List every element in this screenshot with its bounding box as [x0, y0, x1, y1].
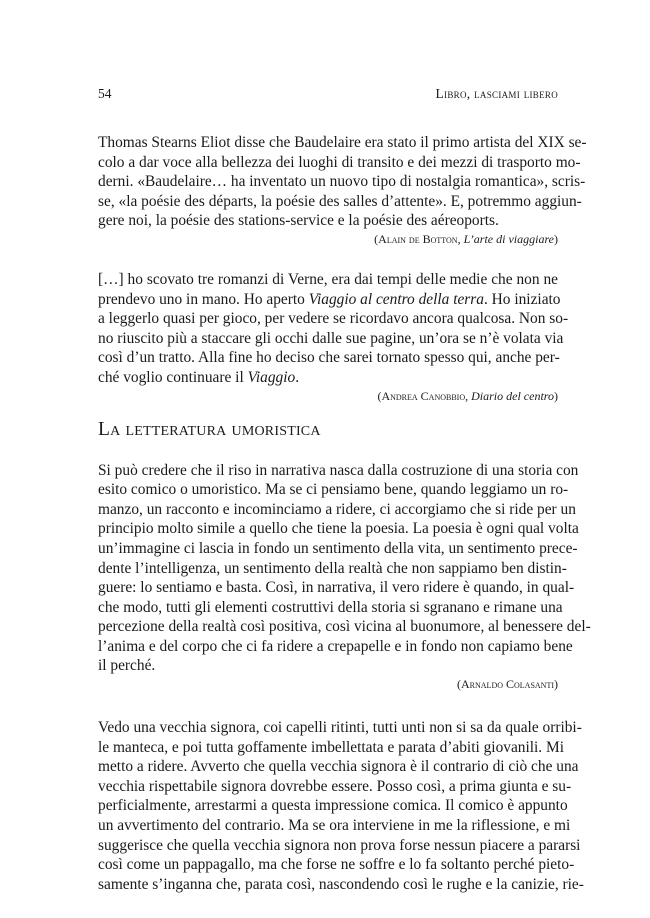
text-line: così come un pappagallo, ma che forse ne soffre e lo fa soltanto perché pieto- — [98, 856, 575, 874]
text-line: suggerisce che quella vecchia signora non prova forse nessun piacere a pararsi — [98, 836, 581, 854]
text-line: Vedo una vecchia signora, coi capelli ritinti, tutti unti non si sa da quale orribi- — [98, 719, 582, 737]
quote-baudelaire — [98, 133, 587, 231]
italic-title: Viaggio al centro della terra — [308, 290, 484, 308]
text-line: samente s’inganna che, parata così, nascondendo così le rughe e la canizie, rie- — [98, 875, 584, 893]
text-line: percezione della realtà così positiva, così vicina al buonumore, al benessere del- — [98, 618, 591, 636]
text-line: ché voglio continuare il Viaggio. — [98, 368, 300, 386]
citation-canobbio: (Andrea Canobbio, Diario del centro) — [377, 388, 558, 403]
text-line: l’anima e del corpo che ci fa ridere a crepapelle e in fondo non capiamo bene — [98, 637, 573, 655]
text-line: le manteca, e poi tutta goffamente imbellettata e parata d’abiti giovanili. Mi — [98, 738, 564, 756]
citation-author: Andrea Canobbio — [381, 388, 466, 403]
citation-author: Alain de Botton — [378, 231, 458, 246]
quote-riso — [98, 461, 591, 677]
text-line: no riuscito più a staccare gli occhi dalle sue pagine, un’ora se n’è volata via — [98, 329, 564, 347]
text-line: colo a dar voce alla bellezza dei luoghi di transito e dei mezzi di trasporto mo- — [98, 153, 581, 171]
citation-author: Arnaldo Colasanti — [461, 677, 554, 692]
text-line: il perché. — [98, 657, 156, 675]
quote-verne — [98, 270, 569, 388]
text-line: metto a ridere. Avverto che quella vecchia signora è il contrario di ciò che una — [98, 758, 579, 776]
running-head-title: Libro, lasciami libero — [435, 86, 558, 101]
book-page — [98, 86, 591, 894]
section-heading: La letteratura umoristica — [98, 418, 321, 440]
text-line: dente l’intelligenza, un sentimento della realtà che non sappiamo ben distin- — [98, 559, 567, 577]
text-line: principio molto simile a quello che tiene la poesia. La poesia è ogni qual volta — [98, 520, 579, 538]
text-line: Thomas Stearns Eliot disse che Baudelaire era stato il primo artista del XIX se- — [98, 134, 587, 151]
text-line: manzo, un racconto e incominciamo a ridere, ci accorgiamo che si ride per un — [98, 500, 576, 518]
text-line: guere: lo sentiamo e basta. Così, in narrativa, il vero ridere è quando, in qual- — [98, 579, 575, 597]
text-line: così d’un tratto. Alla fine ho deciso che sarei tornato spesso qui, anche per- — [98, 349, 560, 367]
running-head — [98, 86, 558, 106]
citation-work: Diario del centro — [471, 388, 554, 403]
text-line: perficialmente, arrestarmi a questa impressione comica. Il comico è appunto — [98, 797, 568, 815]
text-line: esito comico o umoristico. Ma se ci pensiamo bene, quando leggiamo un ro- — [98, 481, 569, 499]
page-number: 54 — [98, 86, 112, 101]
citation-work: L’arte di viaggiare — [463, 231, 554, 246]
italic-title: Viaggio — [247, 368, 296, 386]
text-line: prendevo uno in mano. Ho aperto Viaggio al centro della terra. Ho iniziato — [98, 290, 561, 308]
text-line: un’immagine ci lascia in fondo un sentimento della vita, un sentimento prece- — [98, 539, 578, 557]
text-line: […] ho scovato tre romanzi di Verne, era dai tempi delle medie che non ne — [98, 270, 558, 288]
text-line: Si può credere che il riso in narrativa nasca dalla costruzione di una storia con — [98, 461, 579, 479]
text-line: derni. «Baudelaire… ha inventato un nuovo tipo di nostalgia romantica», scris- — [98, 173, 586, 191]
text-line: se, «la poésie des départs, la poésie des salles d’attente». E, potremmo aggiun- — [98, 192, 582, 210]
quote-vecchia-signora — [98, 718, 584, 894]
text-line: vecchia rispettabile signora dovrebbe essere. Posso così, a prima giunta e su- — [98, 777, 572, 795]
text-line: un avvertimento del contrario. Ma se ora interviene in me la riflessione, e mi — [98, 817, 571, 835]
text-line: a leggerlo quasi per gioco, per vedere se ricordavo ancora qualcosa. Non so- — [98, 310, 569, 328]
citation-de-botton: (Alain de Botton, L’arte di viaggiare) — [374, 231, 558, 246]
citation-colasanti: (Arnaldo Colasanti) — [457, 677, 558, 692]
text-line: che modo, tutti gli elementi costruttivi della storia si sgranano e rimane una — [98, 598, 563, 616]
text-line: gere noi, la poésie des stations-service e la poésie des aéreoports. — [98, 212, 499, 230]
